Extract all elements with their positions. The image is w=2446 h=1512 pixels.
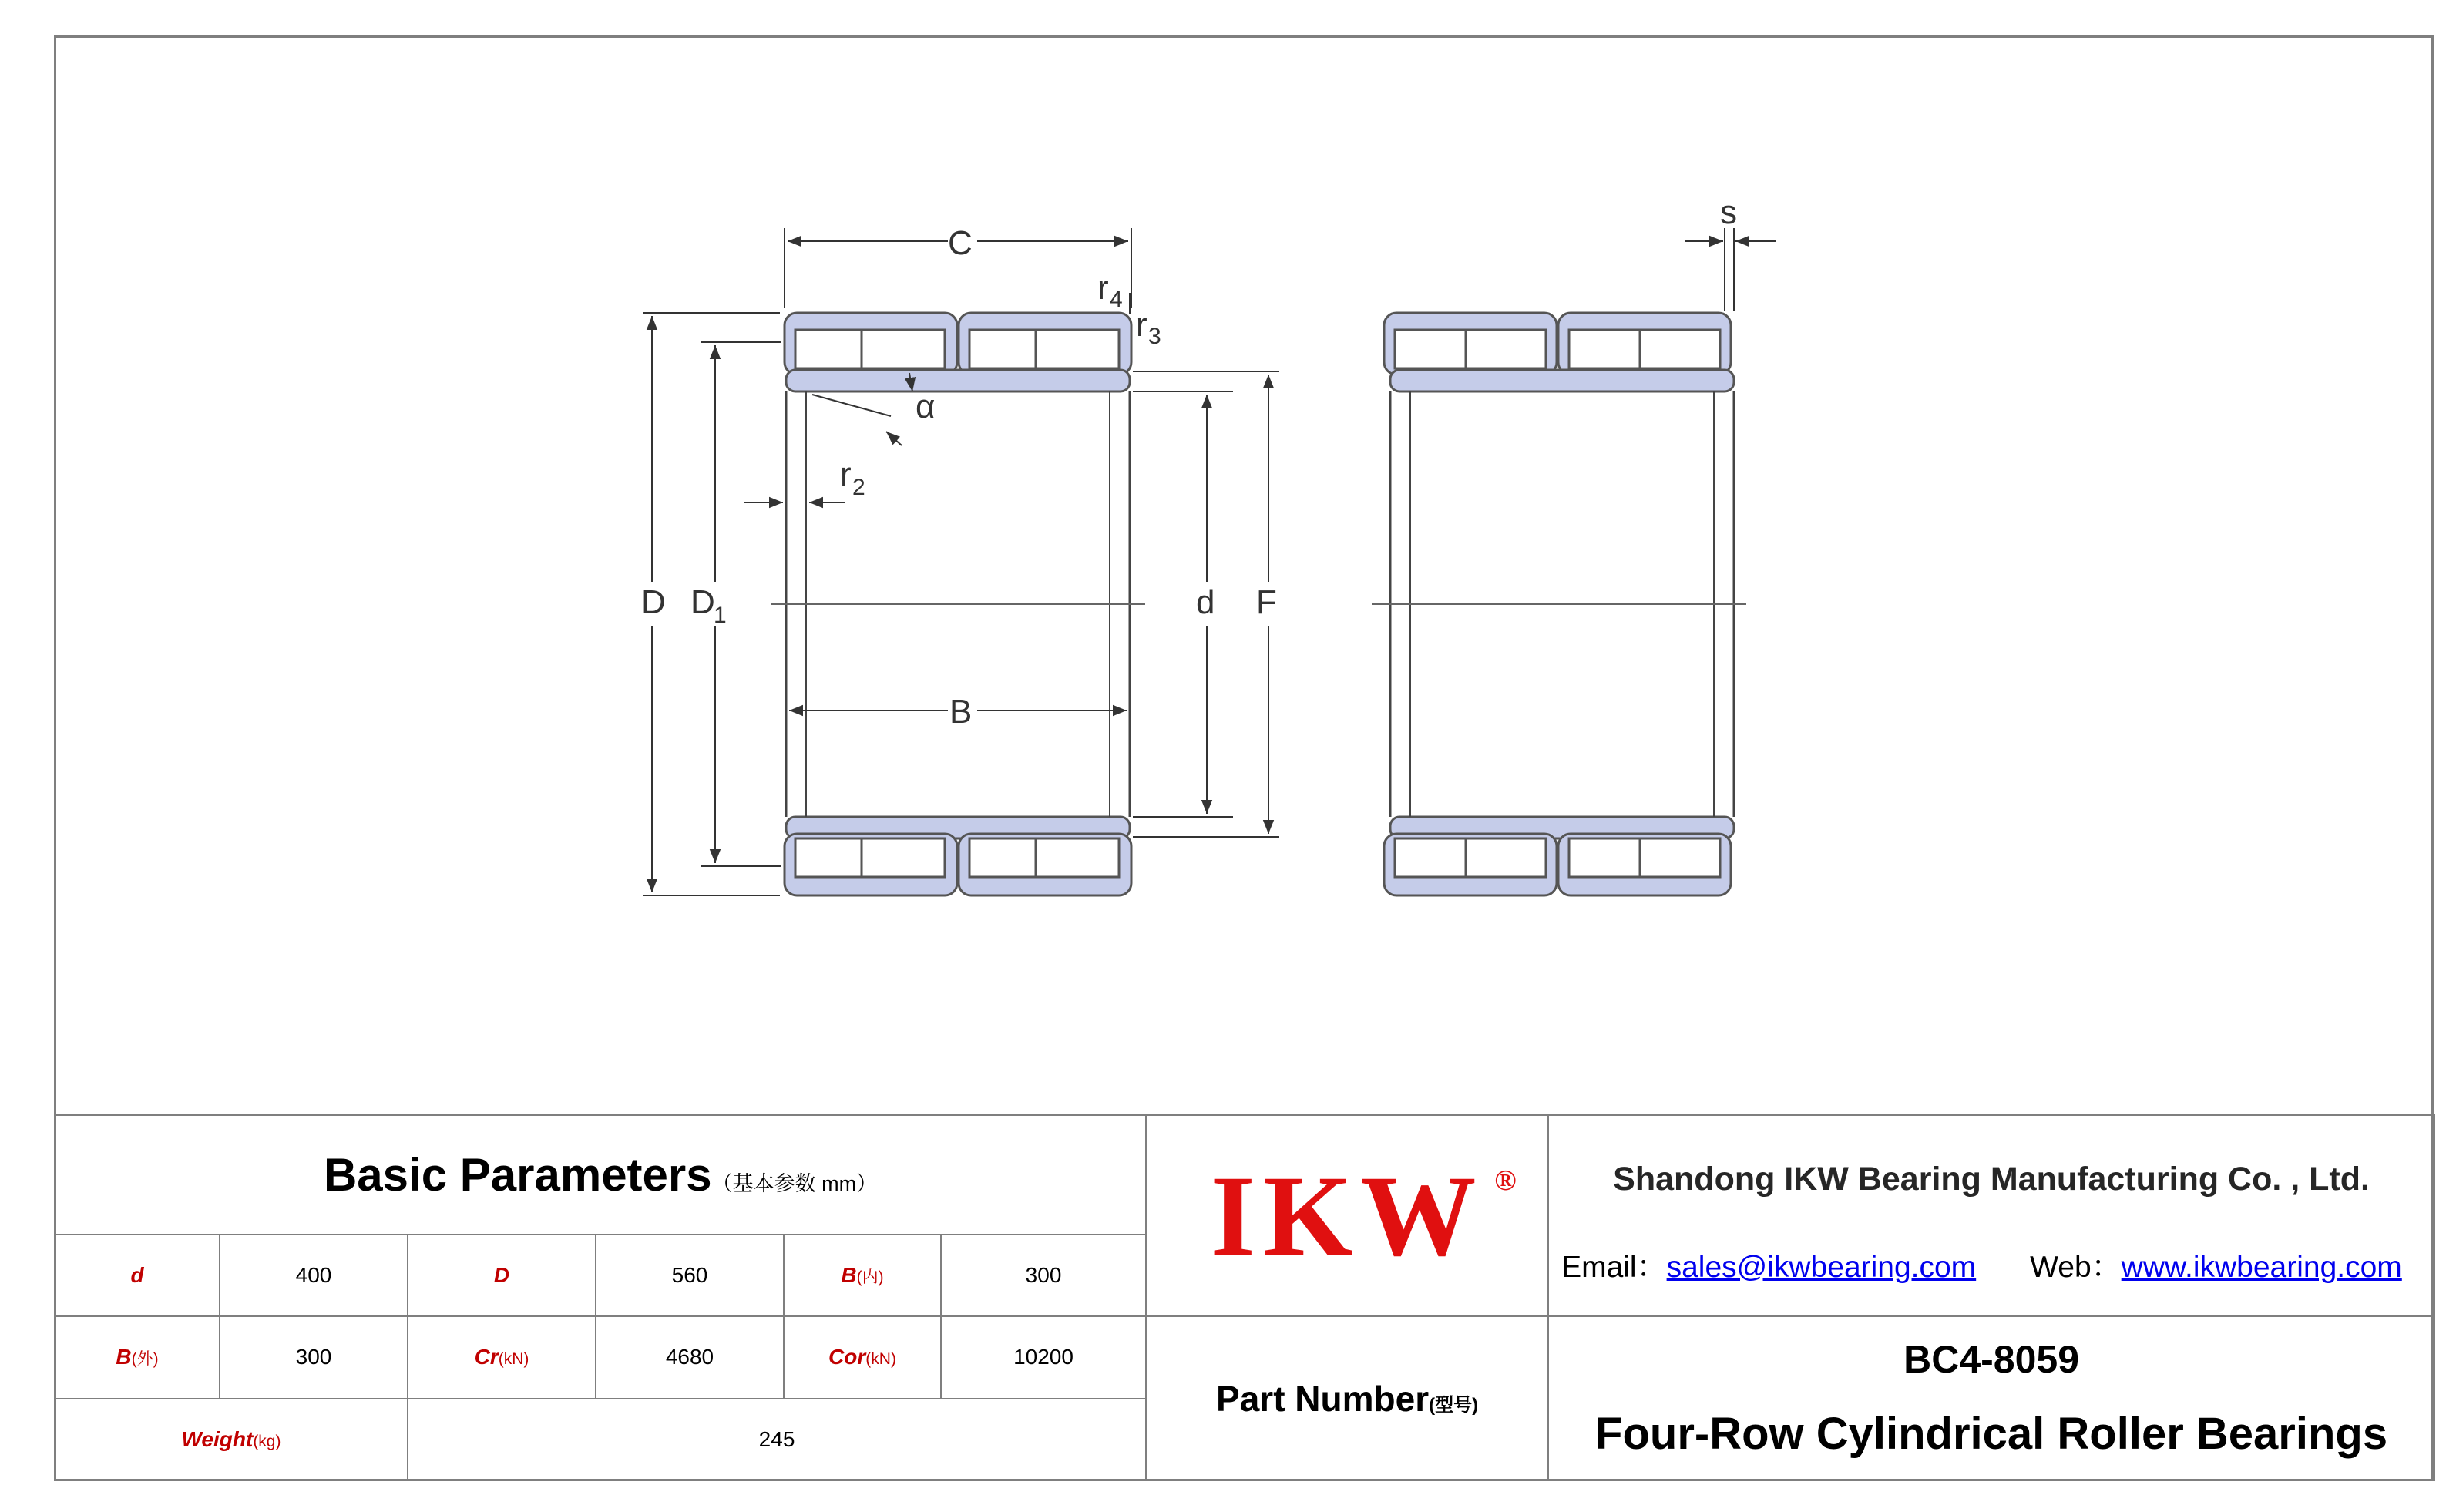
dim-alpha-label: α xyxy=(916,388,936,425)
param-label-cor: Cor(kN) xyxy=(784,1316,941,1398)
param-value-cr: 4680 xyxy=(596,1316,784,1398)
dim-b-label: B xyxy=(949,693,973,731)
dim-r3-sub: 3 xyxy=(1148,324,1161,349)
param-value-D: 560 xyxy=(596,1235,784,1316)
company-name: Shandong IKW Bearing Manufacturing Co. , Ltd. xyxy=(1613,1161,2370,1198)
email-link[interactable]: sales@ikwbearing.com xyxy=(1666,1251,1977,1285)
bearing-type: Four-Row Cylindrical Roller Bearings xyxy=(1595,1409,2388,1460)
dim-d-outer-label: D xyxy=(641,583,666,621)
web-link[interactable]: www.ikwbearing.com xyxy=(2121,1251,2402,1285)
param-label-b-inner: B(内) xyxy=(784,1235,941,1316)
param-label-b-outer: B(外) xyxy=(55,1316,220,1398)
param-label-d: d xyxy=(55,1235,220,1316)
dim-r3-label: r xyxy=(1136,306,1147,344)
web-label: Web： xyxy=(2030,1251,2122,1285)
logo-cell xyxy=(1146,1115,1548,1316)
part-number-cell xyxy=(1548,1316,2434,1480)
dim-c-label: C xyxy=(948,224,973,262)
param-value-b-inner: 300 xyxy=(941,1235,1146,1316)
dim-r2-label: r xyxy=(840,455,852,493)
dim-d-bore-label: d xyxy=(1196,583,1215,621)
weight-value: 245 xyxy=(408,1399,1146,1480)
left-view xyxy=(771,313,1145,895)
dim-d1-sub: 1 xyxy=(714,603,727,628)
dim-d1-label: D xyxy=(690,583,715,621)
right-dimensions xyxy=(1685,228,1776,311)
param-label-D: D xyxy=(408,1235,596,1316)
dim-r2-sub: 2 xyxy=(852,475,865,500)
basic-params-subtitle: （基本参数 mm） xyxy=(711,1171,878,1195)
contact-line xyxy=(1549,1243,2434,1286)
param-value-cor: 10200 xyxy=(941,1316,1146,1398)
dim-s-label: s xyxy=(1720,193,1737,231)
dim-f-label: F xyxy=(1256,583,1277,621)
email-label: Email： xyxy=(1561,1251,1667,1285)
param-value-b-outer: 300 xyxy=(220,1316,408,1398)
right-view xyxy=(1372,313,1746,895)
param-label-cr: Cr(kN) xyxy=(408,1316,596,1398)
weight-label: Weight(kg) xyxy=(55,1399,408,1480)
ikw-logo: IKW ® xyxy=(1210,1151,1517,1280)
info-table xyxy=(54,1114,2435,1481)
basic-params-header xyxy=(55,1115,1146,1235)
basic-params-title: Basic Parameters xyxy=(323,1148,712,1201)
dim-r4-label: r xyxy=(1097,269,1109,307)
params-row-2 xyxy=(55,1316,2434,1398)
param-value-d: 400 xyxy=(220,1235,408,1316)
company-cell xyxy=(1548,1115,2434,1316)
part-number-label-cell xyxy=(1146,1316,1548,1480)
model-number: BC4-8059 xyxy=(1903,1338,2080,1382)
registered-mark: ® xyxy=(1494,1164,1517,1197)
dim-r4-sub: 4 xyxy=(1110,287,1123,312)
part-number-label: Part Number(型号) xyxy=(1216,1378,1479,1419)
